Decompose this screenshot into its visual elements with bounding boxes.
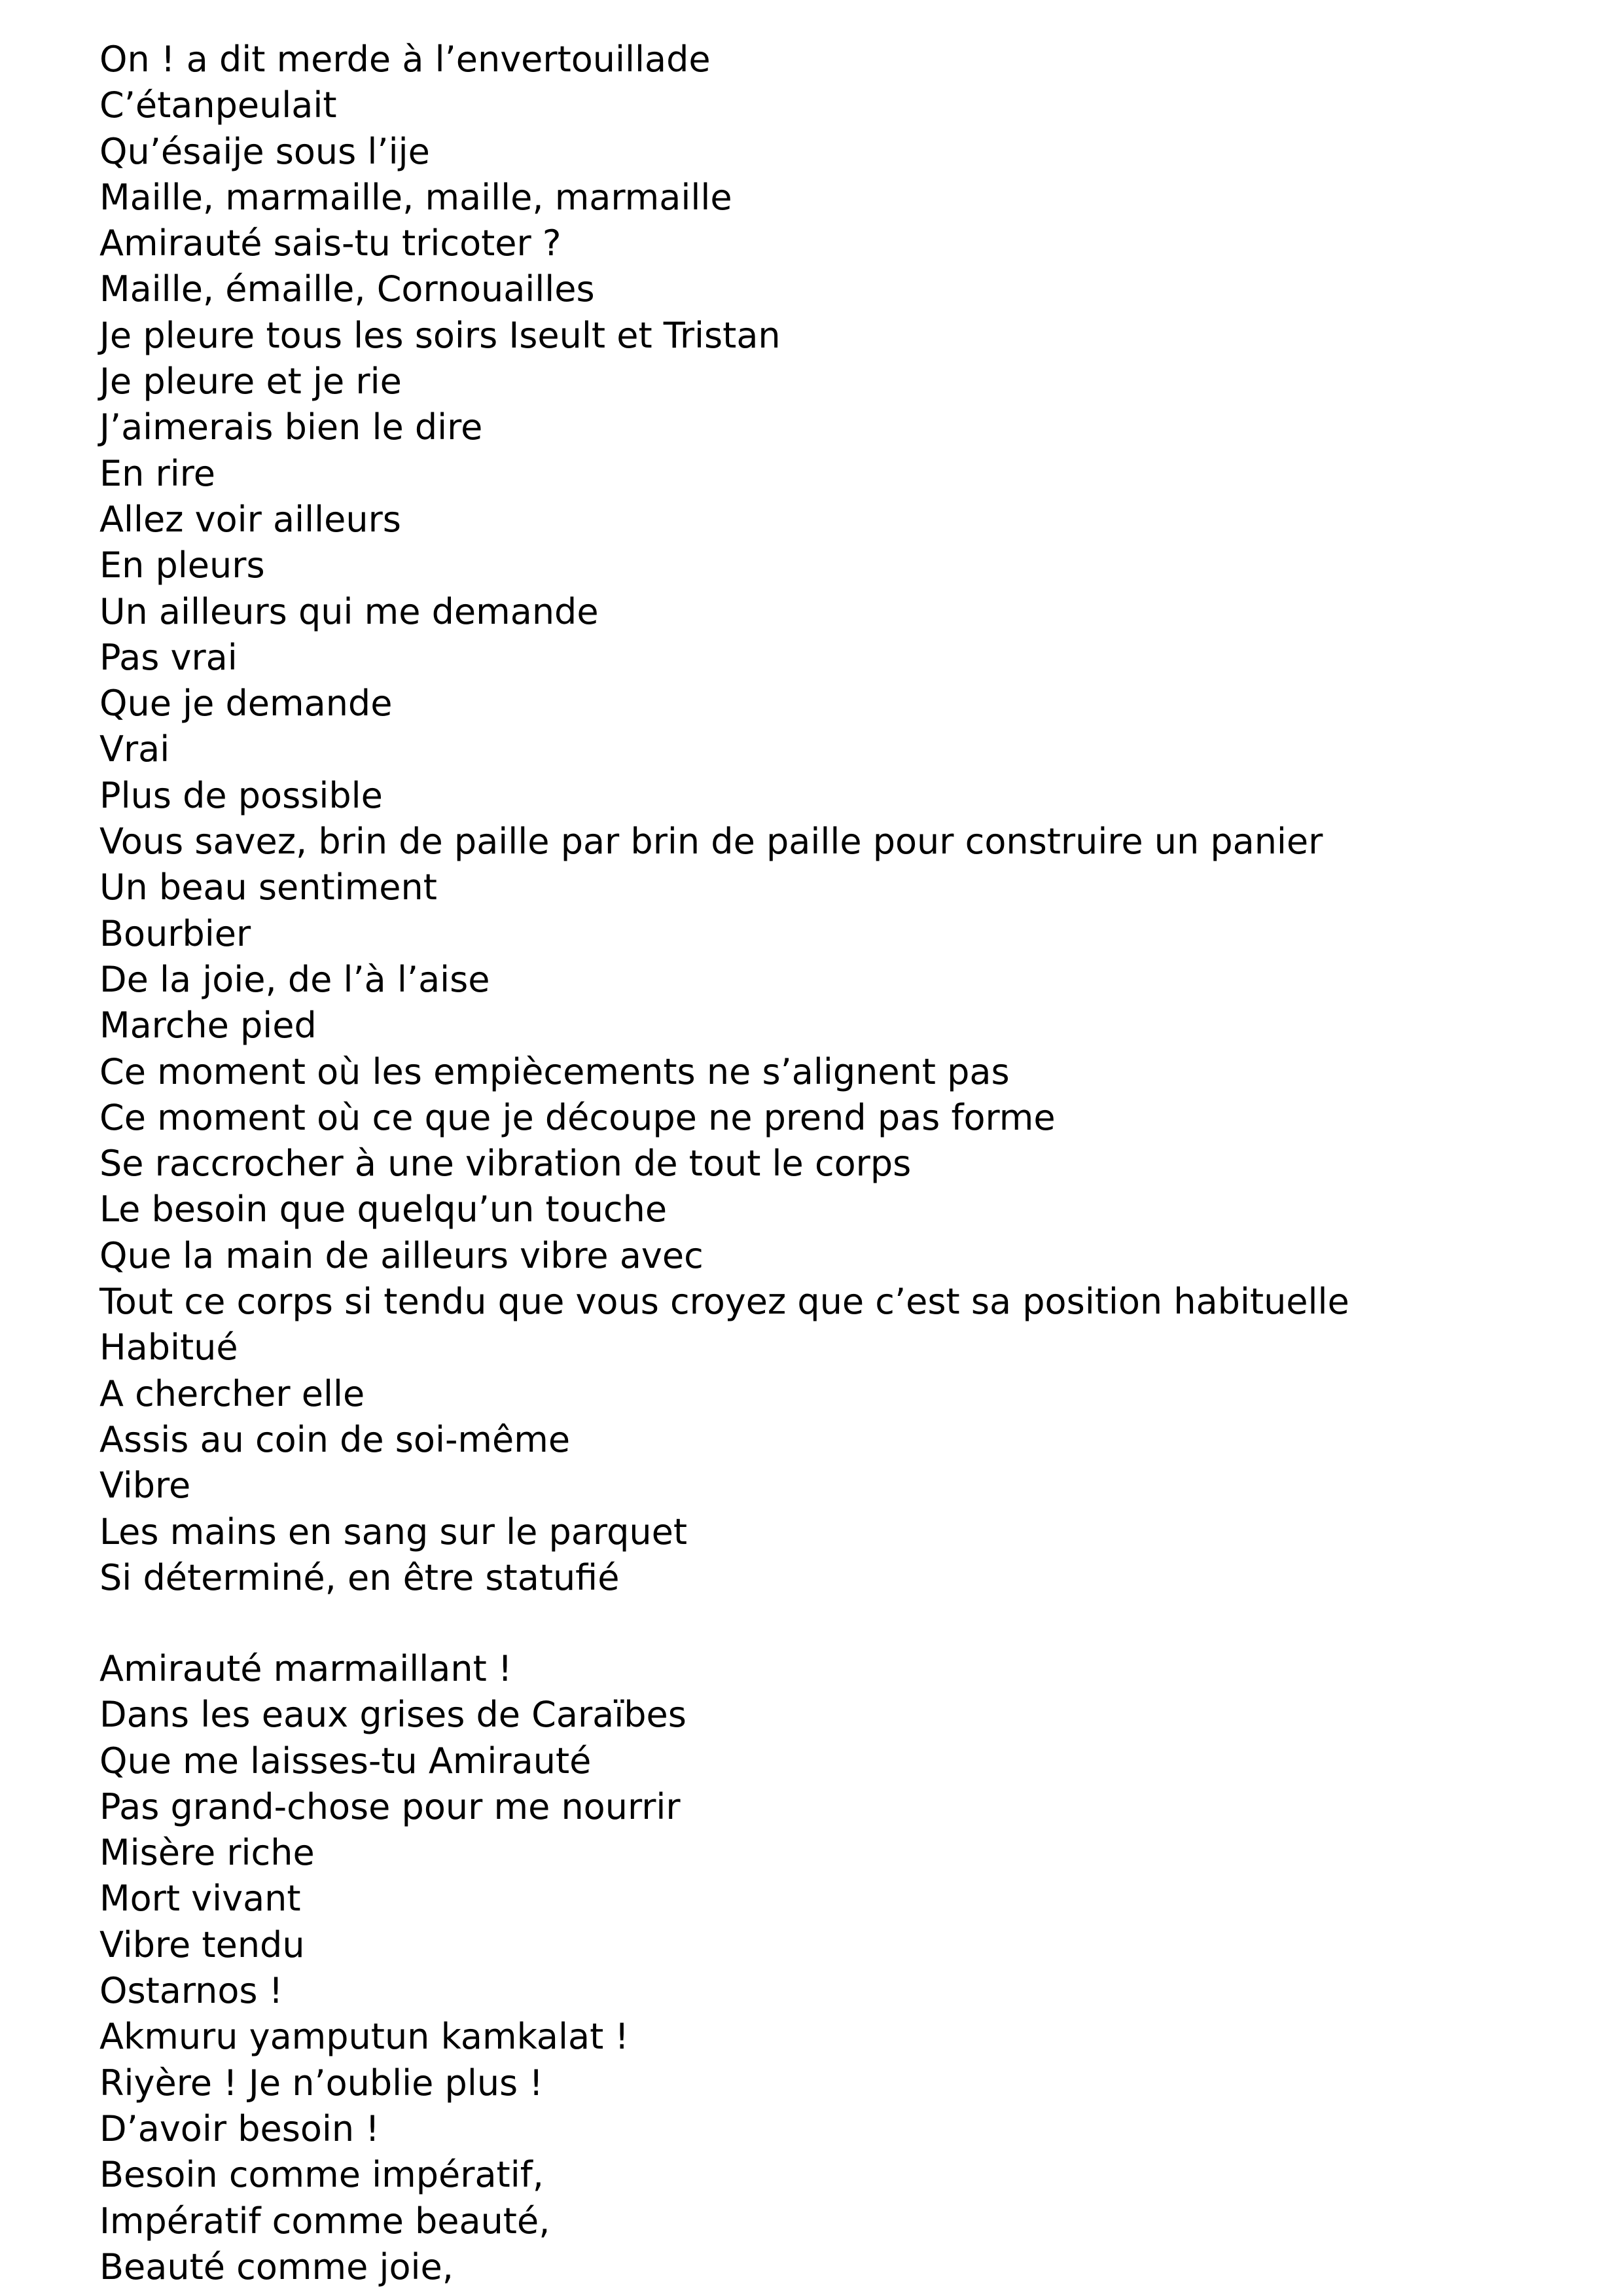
poem-line: Vibre tendu [99,1924,305,1965]
poem-line: Maille, marmaille, maille, marmaille [99,176,732,218]
poem-line: En pleurs [99,545,265,586]
poem-line: Habitué [99,1327,238,1369]
poem-line: Akmuru yamputun kamkalat ! [99,2016,630,2058]
poem-line: Les mains en sang sur le parquet [99,1511,688,1552]
poem-line: De la joie, de l’à l’aise [99,958,490,1000]
poem-line: Allez voir ailleurs [99,498,401,540]
poem-line: Je pleure tous les soirs Iseult et Tristan [99,314,781,356]
poem-line: Que je demande [99,683,393,725]
poem-line: C’étanpeulait [99,84,337,126]
poem-line: Vrai [99,728,170,770]
poem-line: Ce moment où les empiècements ne s’alignent pas [99,1050,1010,1092]
poem-line: A chercher elle [99,1372,365,1414]
poem-line: Beauté comme joie, [99,2246,454,2287]
poem-line: Qu’ésaije sous l’ije [99,130,430,172]
poem-line: Maille, émaille, Cornouailles [99,268,595,310]
poem-line: Amirauté sais-tu tricoter ? [99,223,562,264]
poem-line: Un beau sentiment [99,867,437,908]
poem-line: Je pleure et je rie [99,361,402,403]
poem-line: J’aimerais bien le dire [99,406,483,448]
poem-line: Un ailleurs qui me demande [99,590,599,632]
poem-line: D’avoir besoin ! [99,2108,380,2149]
poem-line: Assis au coin de soi-même [99,1418,571,1460]
poem-line: Que me laisses-tu Amirauté [99,1740,592,1782]
poem-line: Pas grand-chose pour me nourrir [99,1785,681,1827]
poem-line: Se raccrocher à une vibration de tout le corps [99,1143,912,1185]
poem-stanza-1 [99,37,1349,1601]
poem-line: Bourbier [99,912,251,954]
poem-line: Marche pied [99,1005,317,1047]
poem-line: Que la main de ailleurs vibre avec [99,1234,704,1276]
poem-line: Le besoin que quelqu’un touche [99,1189,668,1230]
poem-line: On ! a dit merde à l’envertouillade [99,39,711,80]
poem-line: Ostarnos ! [99,1970,283,2012]
poem-line: Dans les eaux grises de Caraïbes [99,1694,687,1736]
poem-line: Besoin comme impératif, [99,2154,544,2196]
poem-line: Vous savez, brin de paille par brin de paille pour construire un panier [99,821,1323,863]
poem-stanza-2 [99,1646,687,2290]
poem-line: Ce moment où ce que je découpe ne prend pas forme [99,1096,1056,1138]
poem-line: Amirauté marmaillant ! [99,1648,512,1689]
poem-line: Impératif comme beauté, [99,2200,550,2242]
poem-line: Plus de possible [99,774,383,816]
poem-line: En rire [99,452,215,494]
poem-line: Mort vivant [99,1878,301,1920]
poem-line: Pas vrai [99,636,238,678]
poem-line: Vibre [99,1465,191,1507]
poem-line: Misère riche [99,1832,315,1874]
poem-line: Si déterminé, en être statufié [99,1556,620,1598]
poem-line: Riyère ! Je n’oublie plus ! [99,2062,544,2104]
poem-line: Tout ce corps si tendu que vous croyez que c’est sa position habituelle [99,1281,1349,1323]
